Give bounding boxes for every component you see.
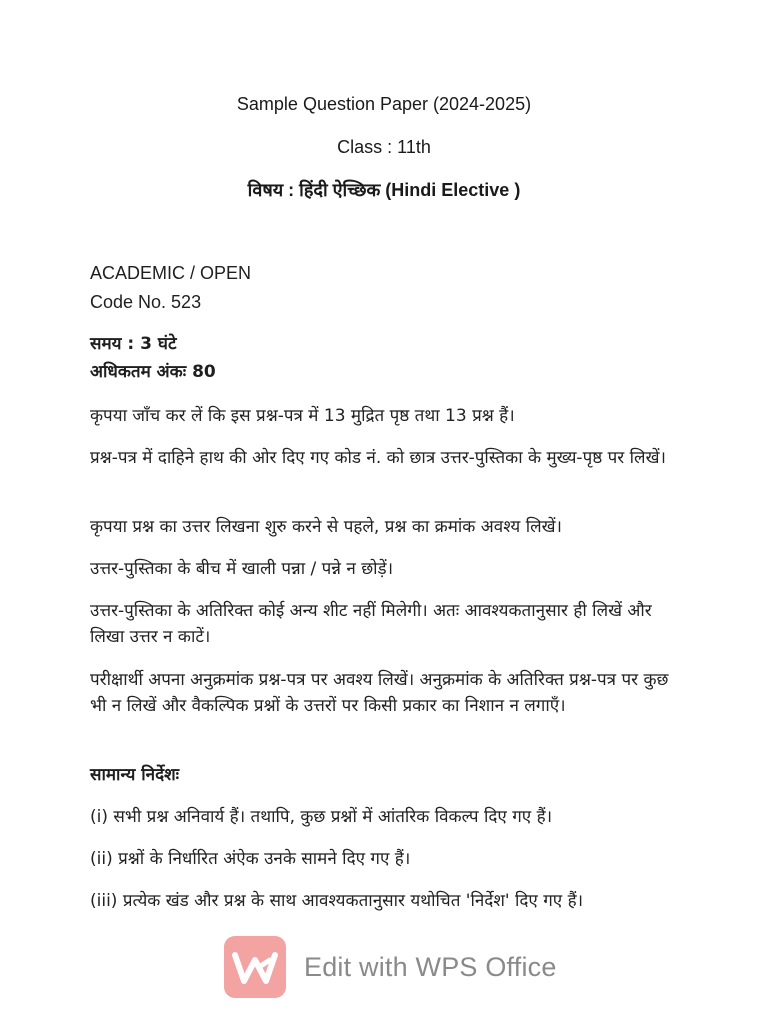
max-marks-text: अधिकतम अंकः 80 <box>90 362 216 382</box>
general-instructions-heading <box>90 762 690 789</box>
time-text: समय : 3 घंटे <box>90 334 177 354</box>
general-item: (i) सभी प्रश्न अनिवार्य हैं। तथापि, कुछ प्रश्नों में आंतरिक विकल्प दिए गए हैं। <box>90 807 553 827</box>
paper-title: Sample Question Paper (2024-2025) <box>236 94 532 114</box>
time-label <box>90 331 690 358</box>
instruction-item: परीक्षार्थी अपना अनुक्रमांक प्रश्न-पत्र पर अवश्य लिखें। अनुक्रमांक के अतिरिक्त प्रश्न-पत्र पर कुछ भी न लिखें और वैकल्पिक प्रश्नों के उत्तरों पर किसी प्रकार का निशान न लगाएँ। <box>90 670 669 716</box>
instruction-item: उत्तर-पुस्तिका के बीच में खाली पन्ना / पन्ने न छोड़ें। <box>90 559 394 579</box>
instruction-item: उत्तर-पुस्तिका के अतिरिक्त कोई अन्य शीट नहीं मिलेगी। अतः आवश्यकतानुसार ही लिखें और लिखा उत्तर न काटें। <box>90 601 652 647</box>
wps-watermark-text: Edit with WPS Office <box>304 951 557 982</box>
instruction-item: प्रश्न-पत्र में दाहिने हाथ की ओर दिए गए कोड नं. को छात्र उत्तर-पुस्तिका के मुख्य-पृष्ठ पर लिखें। <box>90 448 666 468</box>
general-heading-text: सामान्य निर्देशः <box>90 765 180 785</box>
max-marks-label <box>90 359 690 386</box>
wps-logo-icon <box>224 936 286 998</box>
wps-watermark[interactable] <box>224 934 557 1000</box>
stream-text: ACADEMIC / OPEN <box>90 263 252 283</box>
instruction-item: कृपया जाँच कर लें कि इस प्रश्न-पत्र में 13 मुद्रित पृष्ठ तथा 13 प्रश्न हैं। <box>90 406 515 426</box>
general-item: (iii) प्रत्येक खंड और प्रश्न के साथ आवश्यकतानुसार यथोचित 'निर्देश' दिए गए हैं। <box>90 891 584 911</box>
code-label <box>90 288 690 317</box>
code-text: Code No. 523 <box>90 292 202 312</box>
stream-label <box>90 259 690 288</box>
class-line: Class : 11th <box>337 137 431 157</box>
instruction-item: कृपया प्रश्न का उत्तर लिखना शुरु करने से पहले, प्रश्न का क्रमांक अवश्य लिखें। <box>90 517 562 537</box>
general-item: (ii) प्रश्नों के निर्धारित अंऐक उनके सामने दिए गए हैं। <box>90 849 411 869</box>
subject-line: विषय : हिंदी ऐच्छिक (Hindi Elective ) <box>247 180 521 200</box>
